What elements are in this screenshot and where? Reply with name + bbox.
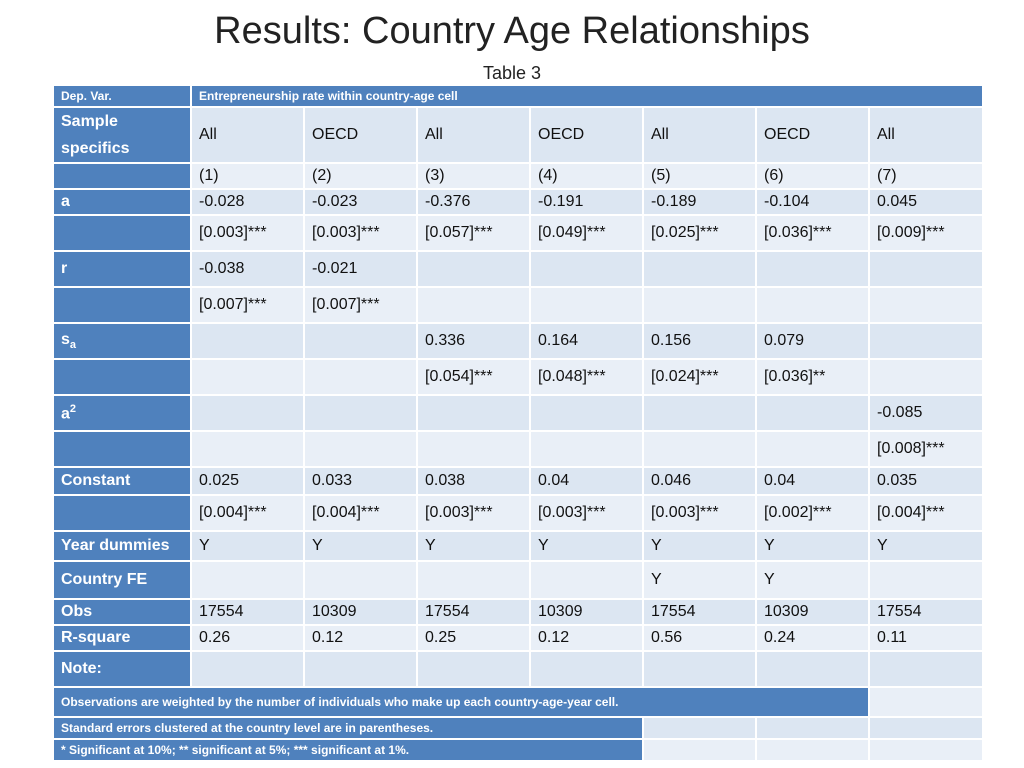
se-cell bbox=[643, 287, 756, 323]
se-cell bbox=[869, 359, 983, 395]
column-number: (6) bbox=[756, 163, 869, 189]
row-label-year-dummies: Year dummies bbox=[53, 531, 191, 561]
se-cell: [0.004]*** bbox=[191, 495, 304, 531]
coef-cell bbox=[756, 395, 869, 431]
se-cell bbox=[530, 431, 643, 467]
row-label-sa-sub: a bbox=[69, 339, 77, 352]
sample-cell: All bbox=[191, 107, 304, 163]
coef-cell: 0.336 bbox=[417, 323, 530, 359]
note-blank-cell bbox=[869, 739, 983, 761]
coef-cell: 0.164 bbox=[530, 323, 643, 359]
se-cell: [0.003]*** bbox=[191, 215, 304, 251]
se-cell: [0.049]*** bbox=[530, 215, 643, 251]
se-cell bbox=[530, 287, 643, 323]
column-number-label bbox=[53, 163, 191, 189]
se-cell: [0.007]*** bbox=[191, 287, 304, 323]
indicator-cell: Y bbox=[756, 561, 869, 599]
se-cell: [0.004]*** bbox=[869, 495, 983, 531]
se-cell bbox=[191, 359, 304, 395]
coef-cell bbox=[417, 251, 530, 287]
se-cell bbox=[756, 287, 869, 323]
coef-cell: -0.104 bbox=[756, 189, 869, 215]
sample-cell: All bbox=[869, 107, 983, 163]
sample-label-line2: specifics bbox=[61, 140, 130, 157]
rsquare-cell: 0.11 bbox=[869, 625, 983, 651]
obs-cell: 17554 bbox=[191, 599, 304, 625]
column-number: (3) bbox=[417, 163, 530, 189]
se-cell: [0.036]** bbox=[756, 359, 869, 395]
note-line-2: Standard errors clustered at the country level are in parentheses. bbox=[53, 717, 643, 739]
coef-cell bbox=[643, 251, 756, 287]
table-caption: Table 3 bbox=[482, 63, 542, 83]
row-label-a2 bbox=[53, 395, 191, 431]
coef-cell: -0.191 bbox=[530, 189, 643, 215]
coef-cell bbox=[530, 251, 643, 287]
coef-cell bbox=[643, 395, 756, 431]
rsquare-cell: 0.26 bbox=[191, 625, 304, 651]
sample-label bbox=[53, 107, 191, 163]
obs-cell: 10309 bbox=[530, 599, 643, 625]
note-blank-cell bbox=[643, 651, 756, 687]
se-cell: [0.054]*** bbox=[417, 359, 530, 395]
se-row-r bbox=[53, 287, 983, 323]
indicator-cell bbox=[191, 561, 304, 599]
row-label-sa bbox=[53, 323, 191, 359]
se-label-blank bbox=[53, 431, 191, 467]
note-blank-cell bbox=[756, 651, 869, 687]
coef-cell: 0.025 bbox=[191, 467, 304, 495]
row-label-constant: Constant bbox=[53, 467, 191, 495]
se-cell bbox=[869, 287, 983, 323]
note-blank-cell bbox=[756, 717, 869, 739]
se-cell: [0.008]*** bbox=[869, 431, 983, 467]
coef-row-constant bbox=[53, 467, 983, 495]
row-label-country-fe: Country FE bbox=[53, 561, 191, 599]
se-row-a2 bbox=[53, 431, 983, 467]
indicator-cell: Y bbox=[530, 531, 643, 561]
dep-var-row bbox=[53, 85, 983, 107]
column-number: (2) bbox=[304, 163, 417, 189]
indicator-cell bbox=[304, 561, 417, 599]
dep-var-value: Entrepreneurship rate within country-age cell bbox=[191, 85, 983, 107]
row-label-sa-base: s bbox=[61, 330, 70, 348]
dep-var-label: Dep. Var. bbox=[53, 85, 191, 107]
column-number: (1) bbox=[191, 163, 304, 189]
note-blank-cell bbox=[530, 651, 643, 687]
se-cell bbox=[756, 431, 869, 467]
note-blank-cell bbox=[643, 717, 756, 739]
se-row-constant bbox=[53, 495, 983, 531]
indicator-cell: Y bbox=[304, 531, 417, 561]
rsquare-cell: 0.56 bbox=[643, 625, 756, 651]
coef-row-r bbox=[53, 251, 983, 287]
se-label-blank bbox=[53, 359, 191, 395]
coef-cell bbox=[417, 395, 530, 431]
coef-cell: -0.376 bbox=[417, 189, 530, 215]
rsquare-cell: 0.24 bbox=[756, 625, 869, 651]
indicator-cell: Y bbox=[869, 531, 983, 561]
coef-cell bbox=[304, 395, 417, 431]
rsquare-cell: 0.12 bbox=[304, 625, 417, 651]
se-cell: [0.003]*** bbox=[643, 495, 756, 531]
row-label-a2-base: a bbox=[61, 405, 70, 423]
coef-cell: -0.021 bbox=[304, 251, 417, 287]
coef-cell: -0.028 bbox=[191, 189, 304, 215]
obs-cell: 10309 bbox=[756, 599, 869, 625]
note-blank-cell bbox=[417, 651, 530, 687]
se-row-a bbox=[53, 215, 983, 251]
sample-cell: OECD bbox=[756, 107, 869, 163]
coef-cell: 0.038 bbox=[417, 467, 530, 495]
note-blank-cell bbox=[869, 717, 983, 739]
coef-row-sa bbox=[53, 323, 983, 359]
se-cell: [0.048]*** bbox=[530, 359, 643, 395]
se-cell bbox=[304, 431, 417, 467]
coef-cell bbox=[869, 251, 983, 287]
se-cell bbox=[643, 431, 756, 467]
column-number-row bbox=[53, 163, 983, 189]
coef-cell bbox=[304, 323, 417, 359]
sample-label-line1: Sample bbox=[61, 113, 118, 130]
coef-cell: -0.023 bbox=[304, 189, 417, 215]
se-cell: [0.036]*** bbox=[756, 215, 869, 251]
note-line-1-row bbox=[53, 687, 983, 717]
se-cell: [0.003]*** bbox=[304, 215, 417, 251]
coef-cell bbox=[191, 323, 304, 359]
obs-cell: 17554 bbox=[869, 599, 983, 625]
se-label-blank bbox=[53, 495, 191, 531]
note-line-1: Observations are weighted by the number of individuals who make up each country-age-year cell. bbox=[53, 687, 869, 717]
indicator-cell bbox=[417, 561, 530, 599]
row-label-a: a bbox=[53, 189, 191, 215]
note-blank-cell bbox=[191, 651, 304, 687]
se-cell bbox=[417, 431, 530, 467]
coef-cell: 0.045 bbox=[869, 189, 983, 215]
coef-cell: 0.04 bbox=[756, 467, 869, 495]
se-cell: [0.025]*** bbox=[643, 215, 756, 251]
se-cell: [0.024]*** bbox=[643, 359, 756, 395]
sample-cell: OECD bbox=[304, 107, 417, 163]
country-fe-row bbox=[53, 561, 983, 599]
row-label-obs: Obs bbox=[53, 599, 191, 625]
se-cell bbox=[304, 359, 417, 395]
obs-cell: 17554 bbox=[643, 599, 756, 625]
note-blank-cell bbox=[756, 739, 869, 761]
coef-cell: 0.033 bbox=[304, 467, 417, 495]
row-label-a2-sup: 2 bbox=[69, 402, 77, 415]
obs-cell: 17554 bbox=[417, 599, 530, 625]
note-blank-cell bbox=[304, 651, 417, 687]
row-label-rsquare: R-square bbox=[53, 625, 191, 651]
se-label-blank bbox=[53, 287, 191, 323]
sample-cell: All bbox=[643, 107, 756, 163]
se-row-sa bbox=[53, 359, 983, 395]
coef-row-a bbox=[53, 189, 983, 215]
coef-cell: 0.156 bbox=[643, 323, 756, 359]
indicator-cell bbox=[869, 561, 983, 599]
coef-cell: 0.079 bbox=[756, 323, 869, 359]
indicator-cell: Y bbox=[191, 531, 304, 561]
row-label-r: r bbox=[53, 251, 191, 287]
sample-cell: OECD bbox=[530, 107, 643, 163]
column-number: (7) bbox=[869, 163, 983, 189]
slide-title: Results: Country Age Relationships bbox=[214, 10, 810, 52]
note-line-3: * Significant at 10%; ** significant at 5%; *** significant at 1%. bbox=[53, 739, 643, 761]
note-row bbox=[53, 651, 983, 687]
sample-row bbox=[53, 107, 983, 163]
se-cell: [0.004]*** bbox=[304, 495, 417, 531]
note-blank-cell bbox=[869, 651, 983, 687]
coef-cell bbox=[191, 395, 304, 431]
coef-cell bbox=[756, 251, 869, 287]
se-cell bbox=[191, 431, 304, 467]
coef-cell: -0.038 bbox=[191, 251, 304, 287]
coef-cell: 0.046 bbox=[643, 467, 756, 495]
indicator-cell: Y bbox=[643, 561, 756, 599]
coef-cell: -0.085 bbox=[869, 395, 983, 431]
indicator-cell: Y bbox=[643, 531, 756, 561]
note-blank-cell bbox=[643, 739, 756, 761]
se-cell: [0.002]*** bbox=[756, 495, 869, 531]
se-cell: [0.003]*** bbox=[417, 495, 530, 531]
rsquare-cell: 0.12 bbox=[530, 625, 643, 651]
rsquare-cell: 0.25 bbox=[417, 625, 530, 651]
se-cell: [0.057]*** bbox=[417, 215, 530, 251]
column-number: (4) bbox=[530, 163, 643, 189]
coef-cell: 0.04 bbox=[530, 467, 643, 495]
obs-cell: 10309 bbox=[304, 599, 417, 625]
note-line-3-row bbox=[53, 739, 983, 761]
note-label: Note: bbox=[53, 651, 191, 687]
indicator-cell: Y bbox=[417, 531, 530, 561]
results-table bbox=[52, 84, 984, 762]
coef-cell: -0.189 bbox=[643, 189, 756, 215]
year-dummies-row bbox=[53, 531, 983, 561]
coef-cell bbox=[869, 323, 983, 359]
se-cell bbox=[417, 287, 530, 323]
column-number: (5) bbox=[643, 163, 756, 189]
note-line-2-row bbox=[53, 717, 983, 739]
sample-cell: All bbox=[417, 107, 530, 163]
se-label-blank bbox=[53, 215, 191, 251]
indicator-cell: Y bbox=[756, 531, 869, 561]
coef-cell: 0.035 bbox=[869, 467, 983, 495]
se-cell: [0.009]*** bbox=[869, 215, 983, 251]
rsquare-row bbox=[53, 625, 983, 651]
coef-cell bbox=[530, 395, 643, 431]
obs-row bbox=[53, 599, 983, 625]
se-cell: [0.003]*** bbox=[530, 495, 643, 531]
se-cell: [0.007]*** bbox=[304, 287, 417, 323]
indicator-cell bbox=[530, 561, 643, 599]
note-blank-cell bbox=[869, 687, 983, 717]
coef-row-a2 bbox=[53, 395, 983, 431]
